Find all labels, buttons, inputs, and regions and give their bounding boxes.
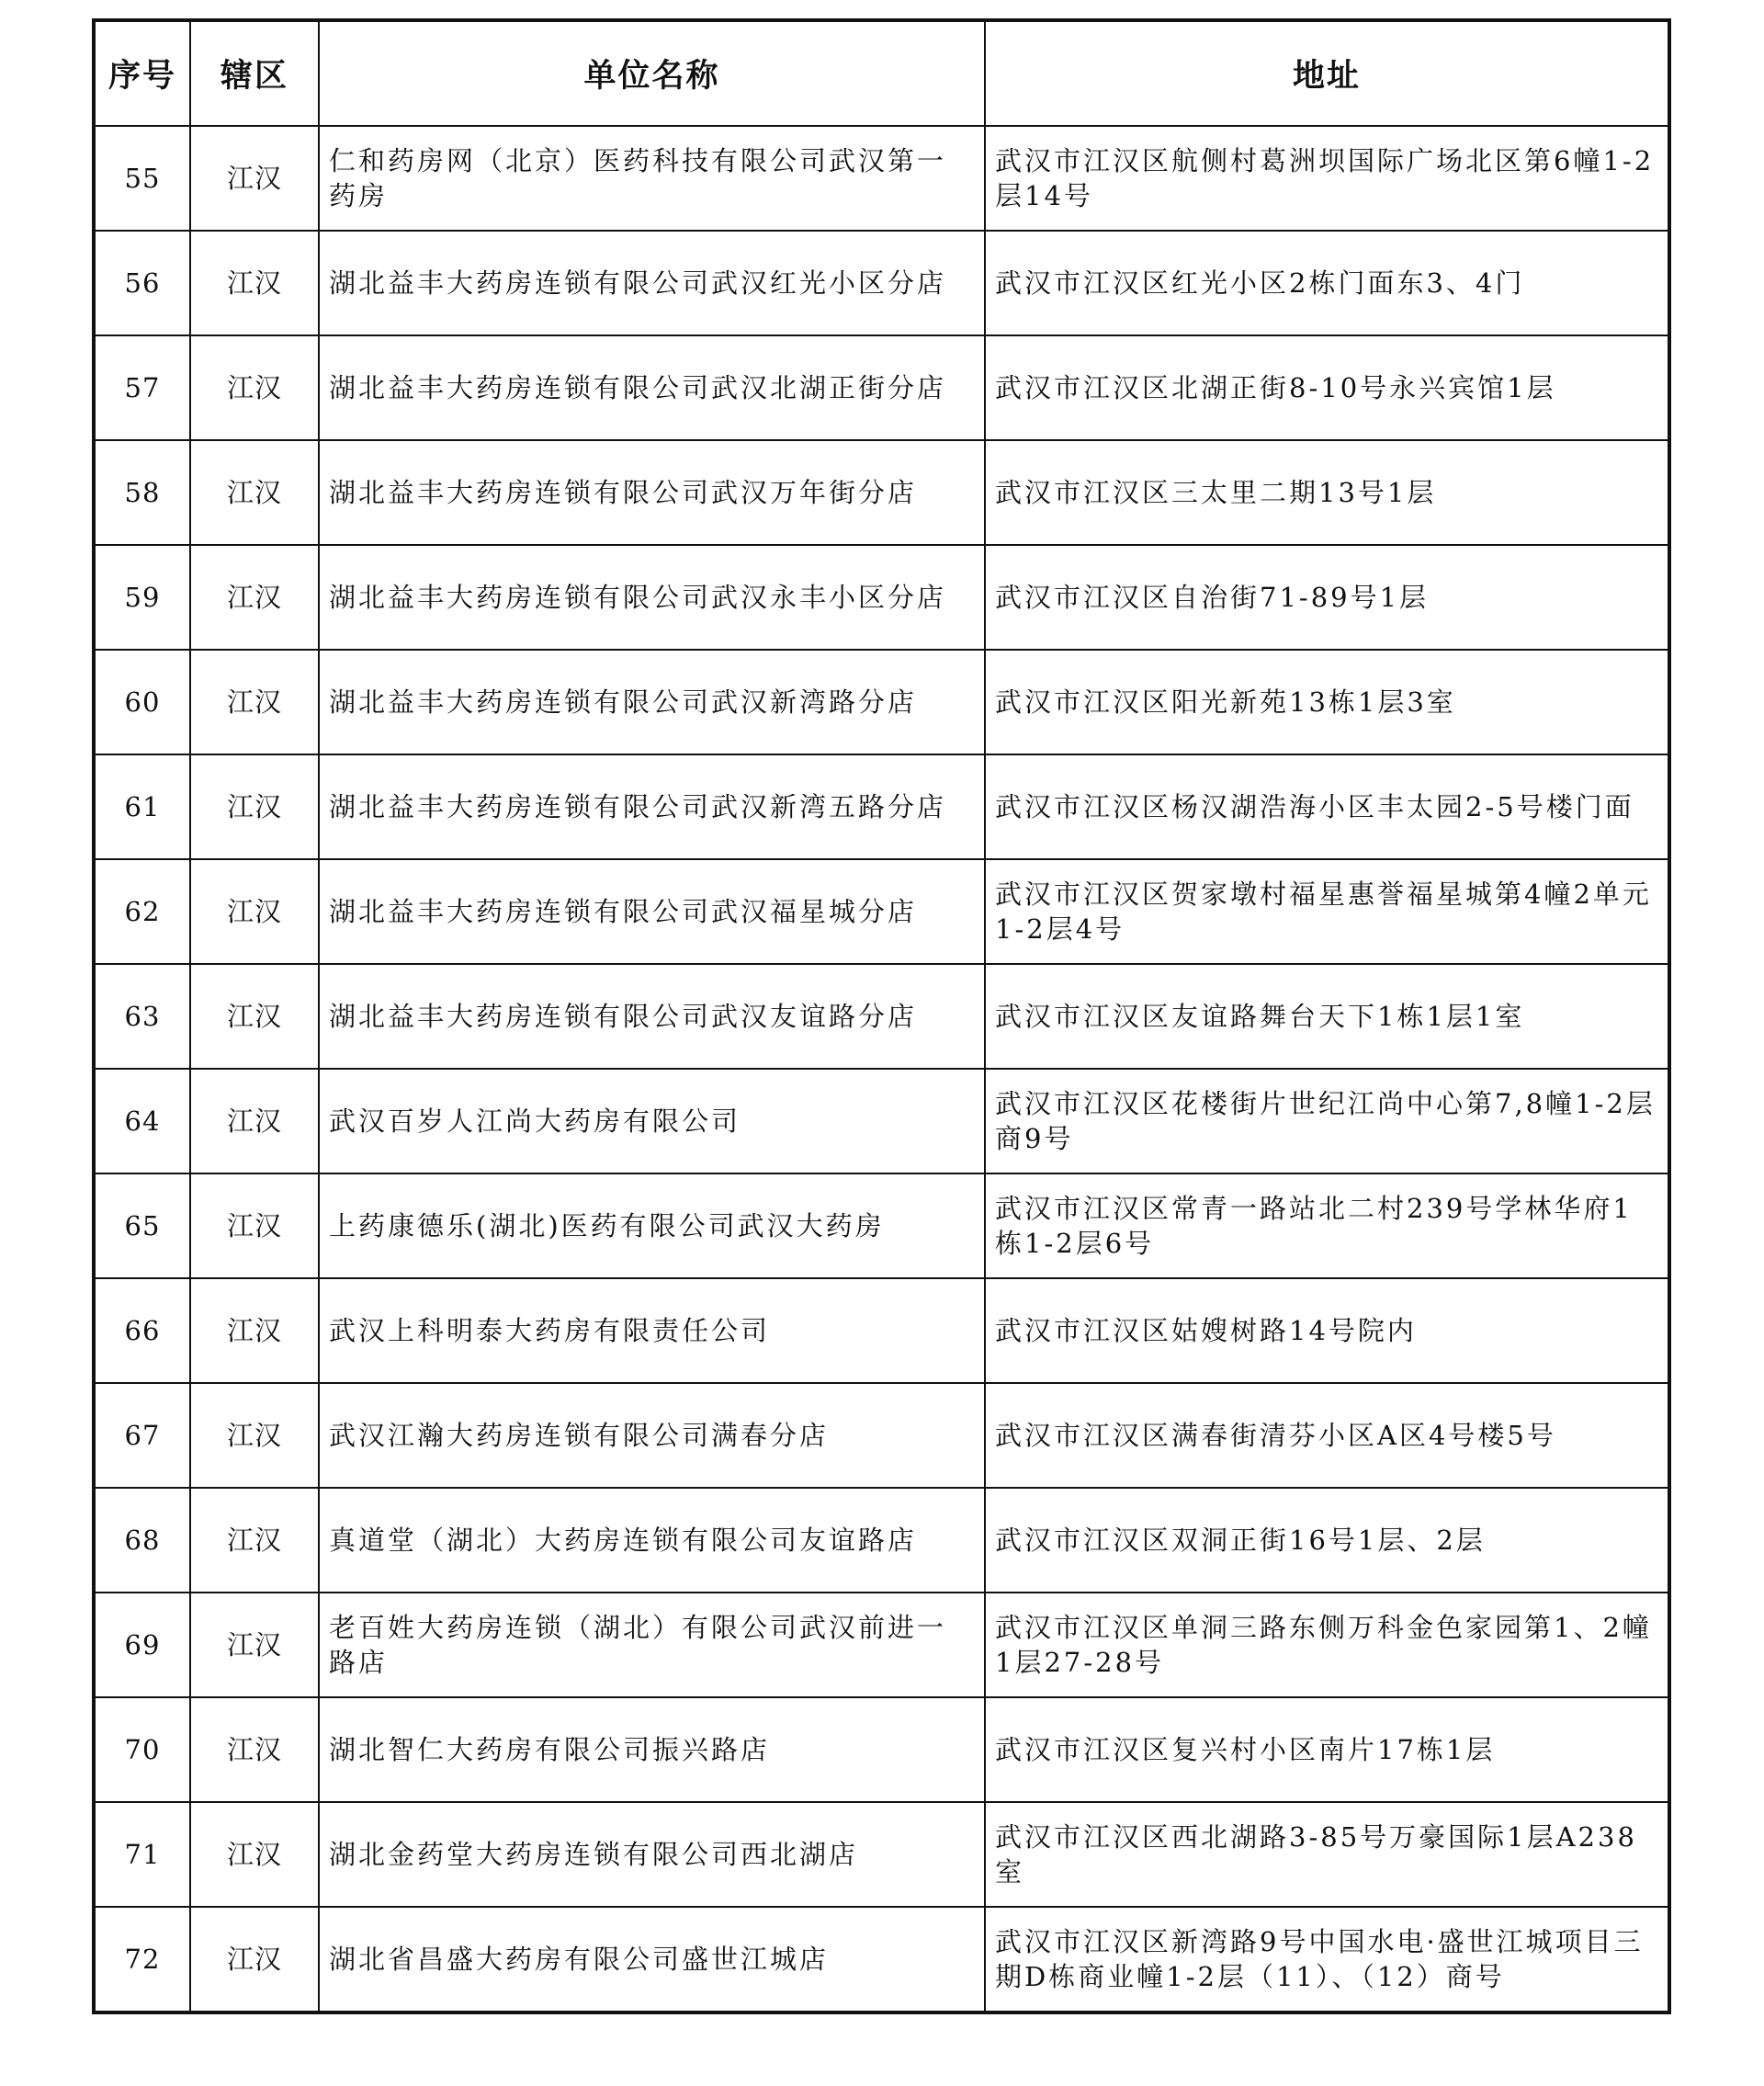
cell-district: 江汉 bbox=[190, 1802, 319, 1907]
table-row bbox=[94, 1697, 1669, 1802]
table-row bbox=[94, 859, 1669, 964]
cell-address: 武汉市江汉区友谊路舞台天下1栋1层1室 bbox=[985, 964, 1669, 1069]
cell-address: 武汉市江汉区自治街71-89号1层 bbox=[985, 545, 1669, 650]
cell-district: 江汉 bbox=[190, 1278, 319, 1383]
cell-address: 武汉市江汉区新湾路9号中国水电·盛世江城项目三期D栋商业幢1-2层（11）、（12）商号 bbox=[985, 1907, 1669, 2012]
table-row bbox=[94, 1383, 1669, 1488]
cell-district: 江汉 bbox=[190, 1383, 319, 1488]
cell-serial-number: 72 bbox=[94, 1907, 190, 2012]
table-row bbox=[94, 1907, 1669, 2012]
cell-district: 江汉 bbox=[190, 545, 319, 650]
cell-address: 武汉市江汉区西北湖路3-85号万豪国际1层A238室 bbox=[985, 1802, 1669, 1907]
cell-district: 江汉 bbox=[190, 1697, 319, 1802]
table-row bbox=[94, 1069, 1669, 1173]
table-row bbox=[94, 1278, 1669, 1383]
cell-unit-name: 上药康德乐(湖北)医药有限公司武汉大药房 bbox=[319, 1173, 985, 1278]
cell-unit-name: 老百姓大药房连锁（湖北）有限公司武汉前进一路店 bbox=[319, 1593, 985, 1697]
header-address: 地址 bbox=[985, 20, 1669, 126]
cell-serial-number: 71 bbox=[94, 1802, 190, 1907]
table-row bbox=[94, 1488, 1669, 1593]
cell-unit-name: 真道堂（湖北）大药房连锁有限公司友谊路店 bbox=[319, 1488, 985, 1593]
cell-unit-name: 湖北金药堂大药房连锁有限公司西北湖店 bbox=[319, 1802, 985, 1907]
cell-serial-number: 65 bbox=[94, 1173, 190, 1278]
cell-address: 武汉市江汉区航侧村葛洲坝国际广场北区第6幢1-2层14号 bbox=[985, 126, 1669, 231]
pharmacy-table bbox=[92, 18, 1671, 2014]
cell-serial-number: 64 bbox=[94, 1069, 190, 1173]
cell-district: 江汉 bbox=[190, 650, 319, 754]
cell-district: 江汉 bbox=[190, 1069, 319, 1173]
cell-serial-number: 66 bbox=[94, 1278, 190, 1383]
table-row bbox=[94, 964, 1669, 1069]
cell-district: 江汉 bbox=[190, 859, 319, 964]
table-row bbox=[94, 440, 1669, 545]
table-row bbox=[94, 545, 1669, 650]
table-row bbox=[94, 650, 1669, 754]
cell-unit-name: 湖北益丰大药房连锁有限公司武汉福星城分店 bbox=[319, 859, 985, 964]
cell-district: 江汉 bbox=[190, 1593, 319, 1697]
table-row bbox=[94, 335, 1669, 440]
table-row bbox=[94, 231, 1669, 335]
cell-serial-number: 67 bbox=[94, 1383, 190, 1488]
cell-district: 江汉 bbox=[190, 754, 319, 859]
table-header-row bbox=[94, 20, 1669, 126]
cell-district: 江汉 bbox=[190, 1907, 319, 2012]
cell-serial-number: 57 bbox=[94, 335, 190, 440]
cell-address: 武汉市江汉区复兴村小区南片17栋1层 bbox=[985, 1697, 1669, 1802]
header-unit-name: 单位名称 bbox=[319, 20, 985, 126]
cell-unit-name: 湖北益丰大药房连锁有限公司武汉新湾路分店 bbox=[319, 650, 985, 754]
cell-unit-name: 湖北益丰大药房连锁有限公司武汉新湾五路分店 bbox=[319, 754, 985, 859]
pharmacy-list-sheet bbox=[92, 18, 1668, 2014]
cell-address: 武汉市江汉区杨汉湖浩海小区丰太园2-5号楼门面 bbox=[985, 754, 1669, 859]
cell-address: 武汉市江汉区北湖正街8-10号永兴宾馆1层 bbox=[985, 335, 1669, 440]
cell-unit-name: 仁和药房网（北京）医药科技有限公司武汉第一药房 bbox=[319, 126, 985, 231]
cell-serial-number: 63 bbox=[94, 964, 190, 1069]
cell-district: 江汉 bbox=[190, 964, 319, 1069]
cell-serial-number: 69 bbox=[94, 1593, 190, 1697]
cell-address: 武汉市江汉区三太里二期13号1层 bbox=[985, 440, 1669, 545]
cell-address: 武汉市江汉区花楼街片世纪江尚中心第7,8幢1-2层商9号 bbox=[985, 1069, 1669, 1173]
cell-serial-number: 58 bbox=[94, 440, 190, 545]
cell-address: 武汉市江汉区姑嫂树路14号院内 bbox=[985, 1278, 1669, 1383]
cell-unit-name: 湖北益丰大药房连锁有限公司武汉永丰小区分店 bbox=[319, 545, 985, 650]
cell-serial-number: 56 bbox=[94, 231, 190, 335]
cell-address: 武汉市江汉区常青一路站北二村239号学林华府1栋1-2层6号 bbox=[985, 1173, 1669, 1278]
table-row bbox=[94, 1593, 1669, 1697]
cell-unit-name: 武汉上科明泰大药房有限责任公司 bbox=[319, 1278, 985, 1383]
table-row bbox=[94, 126, 1669, 231]
header-serial-number: 序号 bbox=[94, 20, 190, 126]
cell-address: 武汉市江汉区红光小区2栋门面东3、4门 bbox=[985, 231, 1669, 335]
cell-serial-number: 61 bbox=[94, 754, 190, 859]
cell-district: 江汉 bbox=[190, 126, 319, 231]
cell-unit-name: 湖北益丰大药房连锁有限公司武汉北湖正街分店 bbox=[319, 335, 985, 440]
cell-district: 江汉 bbox=[190, 1488, 319, 1593]
cell-unit-name: 湖北智仁大药房有限公司振兴路店 bbox=[319, 1697, 985, 1802]
cell-address: 武汉市江汉区单洞三路东侧万科金色家园第1、2幢1层27-28号 bbox=[985, 1593, 1669, 1697]
cell-unit-name: 湖北省昌盛大药房有限公司盛世江城店 bbox=[319, 1907, 985, 2012]
cell-unit-name: 武汉江瀚大药房连锁有限公司满春分店 bbox=[319, 1383, 985, 1488]
cell-serial-number: 60 bbox=[94, 650, 190, 754]
table-body bbox=[94, 126, 1669, 2012]
cell-district: 江汉 bbox=[190, 1173, 319, 1278]
cell-serial-number: 68 bbox=[94, 1488, 190, 1593]
cell-district: 江汉 bbox=[190, 335, 319, 440]
cell-unit-name: 湖北益丰大药房连锁有限公司武汉友谊路分店 bbox=[319, 964, 985, 1069]
cell-address: 武汉市江汉区贺家墩村福星惠誉福星城第4幢2单元1-2层4号 bbox=[985, 859, 1669, 964]
cell-unit-name: 武汉百岁人江尚大药房有限公司 bbox=[319, 1069, 985, 1173]
table-row bbox=[94, 1802, 1669, 1907]
cell-address: 武汉市江汉区满春街清芬小区A区4号楼5号 bbox=[985, 1383, 1669, 1488]
table-row bbox=[94, 1173, 1669, 1278]
cell-serial-number: 62 bbox=[94, 859, 190, 964]
cell-serial-number: 59 bbox=[94, 545, 190, 650]
cell-unit-name: 湖北益丰大药房连锁有限公司武汉红光小区分店 bbox=[319, 231, 985, 335]
cell-serial-number: 55 bbox=[94, 126, 190, 231]
cell-serial-number: 70 bbox=[94, 1697, 190, 1802]
header-district: 辖区 bbox=[190, 20, 319, 126]
cell-address: 武汉市江汉区双洞正街16号1层、2层 bbox=[985, 1488, 1669, 1593]
cell-district: 江汉 bbox=[190, 440, 319, 545]
cell-unit-name: 湖北益丰大药房连锁有限公司武汉万年街分店 bbox=[319, 440, 985, 545]
table-row bbox=[94, 754, 1669, 859]
cell-address: 武汉市江汉区阳光新苑13栋1层3室 bbox=[985, 650, 1669, 754]
cell-district: 江汉 bbox=[190, 231, 319, 335]
